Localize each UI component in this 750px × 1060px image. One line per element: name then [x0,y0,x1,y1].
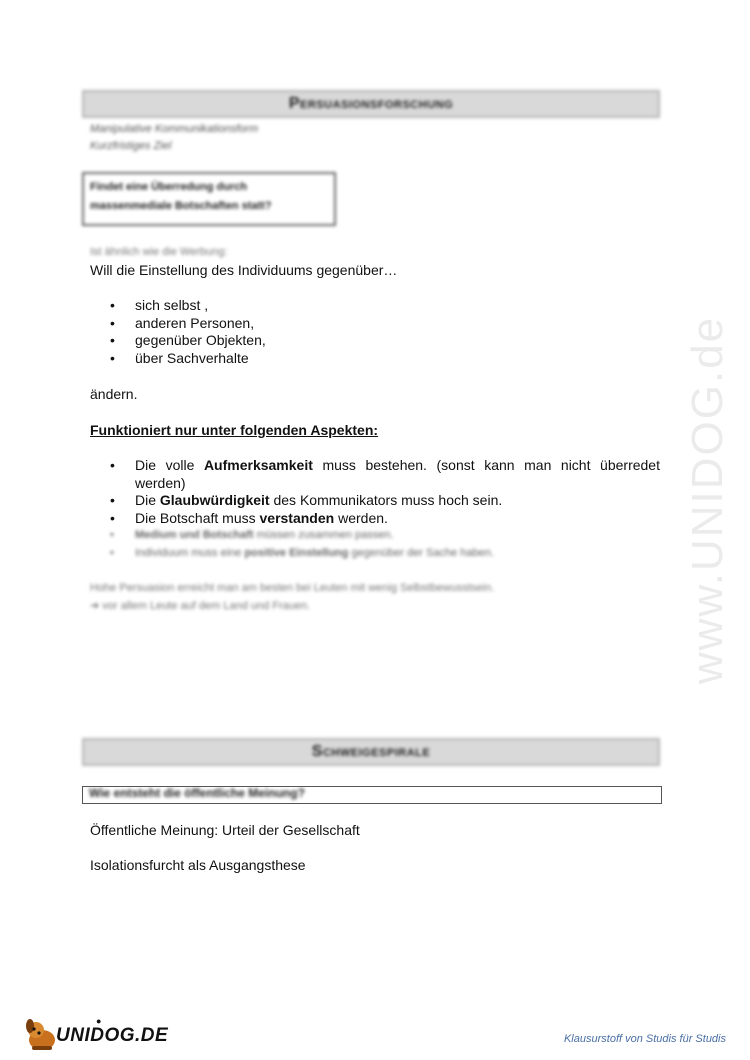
question-text: Findet eine Überredung durch massenmediale Botschaften statt? [90,181,272,212]
list-item: • gegenüber Objekten, [110,332,266,350]
aspect-bold: Medium und Botschaft [135,529,254,541]
aspect-post: muss bestehen. (sonst kann man nicht überredet werden) [135,457,660,491]
aspect-bold: verstanden [259,509,335,526]
aspect-post: müssen zusammen passen. [253,529,394,541]
subtitle-2: Kurzfristiges Ziel [90,140,172,152]
aspect-post: gegenüber der Sache haben. [348,546,494,559]
aspects-list [110,457,660,562]
aspect-post: werden. [334,509,388,526]
aspects-heading: Funktioniert nur unter folgenden Aspekten: [90,422,379,438]
line-isolation: Isolationsfurcht als Ausgangsthese [90,857,306,873]
aspect-pre: Individuum muss eine [135,546,245,559]
line-public-opinion: Öffentliche Meinung: Urteil der Gesellschaft [90,822,360,838]
aspect-bold: positive Einstellung [244,546,349,559]
conclusion-1: Hohe Persuasion erreicht man am besten bei Leuten mit wenig Selbstbewusstsein. [90,582,495,594]
aspect-bold: Glaubwürdigkeit [159,492,270,508]
aspect-pre: Die Botschaft muss [135,509,260,526]
question-box-2 [82,786,662,804]
list-item: • sich selbst , [110,297,266,315]
change-text: ändern. [90,386,138,402]
watermark-text: www.UNIDOG.de [683,315,732,685]
unidog-logo [22,1018,172,1050]
aspect-item [110,527,660,545]
section-title: Persuasionsforschung [288,95,454,112]
similar-line: Ist ähnlich wie die Werbung: [90,246,228,258]
aspect-pre: Die [135,492,160,508]
aspect-item [110,457,660,492]
paw-icon: ● [96,1016,102,1026]
logo-text: UNIDOG.DE [56,1025,169,1046]
question-text-2: Wie entsteht die öffentliche Meinung? [89,786,305,800]
intro-text: Will die Einstellung des Individuums gegenüber… [90,262,398,278]
list-item: • anderen Personen, [110,315,266,333]
aspect-item [110,510,660,528]
conclusion-2: ➔ vor allem Leute auf dem Land und Frauen. [90,600,311,612]
list-item: • über Sachverhalte [110,350,266,368]
aspect-bold: Aufmerksamkeit [203,457,313,473]
aspect-item [110,492,660,510]
aspect-post: des Kommunikators muss hoch sein. [269,492,503,508]
section-title: Schweigespirale [311,743,431,760]
section-header-schweigespirale [82,738,660,766]
aspect-pre: Die volle [135,457,204,473]
aspect-item [110,545,660,563]
targets-list [110,297,266,367]
footer-tagline: Klausurstoff von Studis für Studis [563,1033,726,1045]
question-box [82,172,336,226]
subtitle-1: Manipulative Kommunikationsform [90,123,259,135]
section-header-persuasion [82,90,660,118]
watermark [683,280,732,720]
